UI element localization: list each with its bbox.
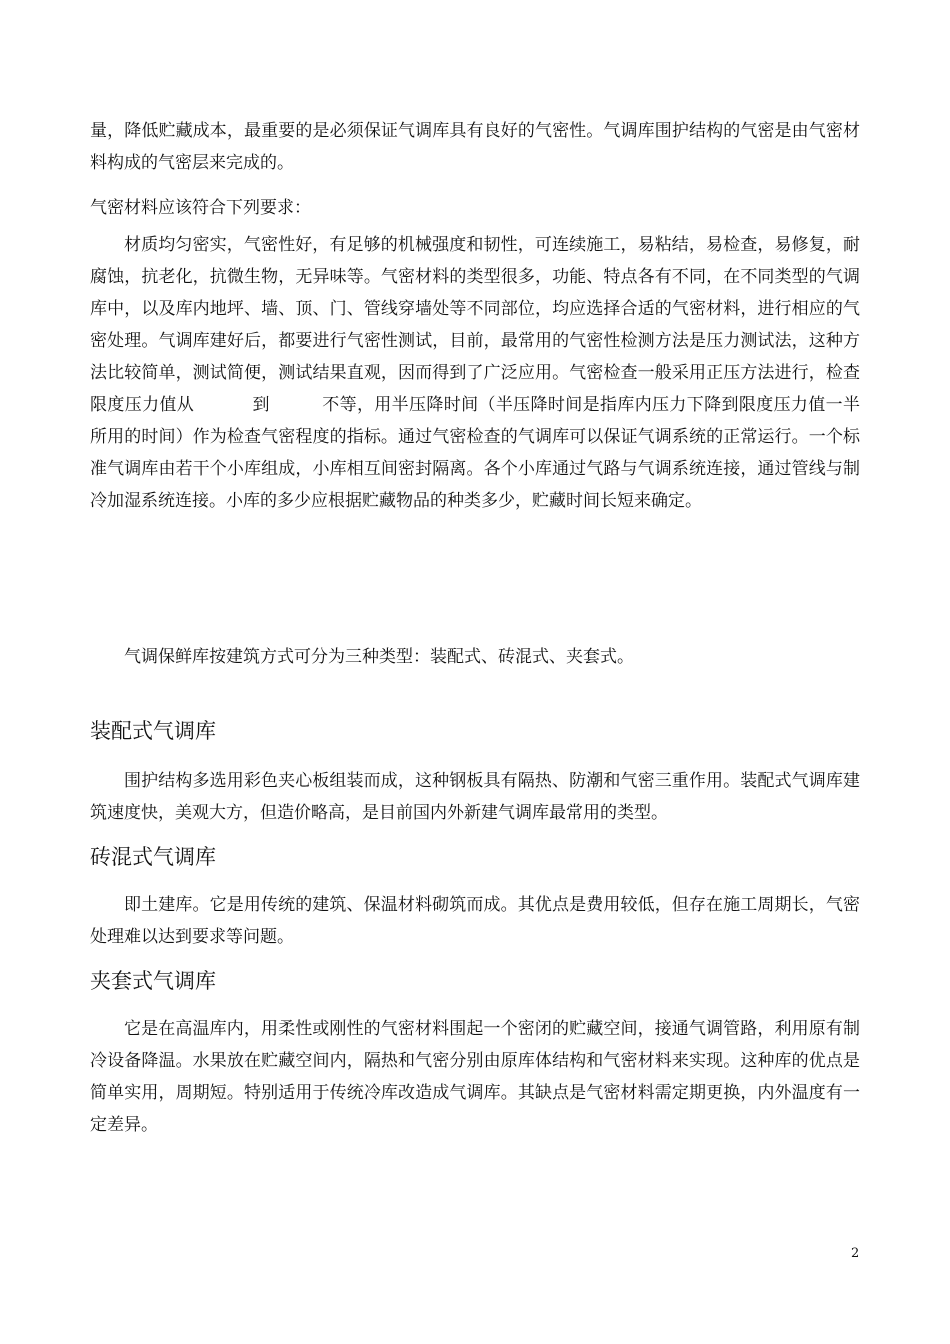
section-heading-jacketed: 夹套式气调库: [90, 969, 216, 993]
paragraph-material-requirements: [90, 229, 860, 517]
paragraph-material-requirements-label: 气密材料应该符合下列要求：: [90, 198, 311, 218]
paragraph-text-part-3: 不等，用半压降时间（半压降时间是指库内压力下降到限度压力值一半所用的时间）作为检查气密程度的指标。通过气密检查的气调库可以保证气调系统的正常运行。一个标准气调库由若干个小库组成，小库相互间密封隔离。各个小库通过气路与气调系统连接，通过管线与制冷加湿系统连接。小库的多少应根据贮藏物品的种类多少，贮藏时间长短来确定。: [90, 395, 861, 511]
paragraph-text-part-2: 到: [252, 395, 270, 415]
page-number: 2: [851, 1246, 860, 1261]
section-body-assembled: 围护结构多选用彩色夹心板组装而成，这种钢板具有隔热、防潮和气密三重作用。装配式气调库建筑速度快，美观大方，但造价略高，是目前国内外新建气调库最常用的类型。: [90, 771, 860, 823]
section-heading-brick: 砖混式气调库: [90, 845, 216, 869]
paragraph-text-part-1: 材质均匀密实，气密性好，有足够的机械强度和韧性，可连续施工，易粘结，易检查，易修复，耐腐蚀，抗老化，抗微生物，无异味等。气密材料的类型很多，功能、特点各有不同，在不同类型的气调库中，以及库内地坪、墙、顶、门、管线穿墙处等不同部位，均应选择合适的气密材料，进行相应的气密处理。气调库建好后，都要进行气密性测试，目前，最常用的气密性检测方法是压力测试法，这种方法比较简单，测试简便，测试结果直观，因而得到了广泛应用。气密检查一般采用正压方法进行，检查限度压力值从: [90, 235, 860, 415]
paragraph-building-types: 气调保鲜库按建筑方式可分为三种类型：装配式、砖混式、夹套式。: [124, 647, 634, 667]
section-body-brick: 即土建库。它是用传统的建筑、保温材料砌筑而成。其优点是费用较低，但存在施工周期长，气密处理难以达到要求等问题。: [90, 895, 860, 947]
section-heading-assembled: 装配式气调库: [90, 719, 216, 743]
section-body-jacketed: 它是在高温库内，用柔性或刚性的气密材料围起一个密闭的贮藏空间，接通气调管路，利用原有制冷设备降温。水果放在贮藏空间内，隔热和气密分别由原库体结构和气密材料来实现。这种库的优点是简单实用，周期短。特别适用于传统冷库改造成气调库。其缺点是气密材料需定期更换，内外温度有一定差异。: [90, 1019, 860, 1135]
paragraph-airtightness-intro: 量，降低贮藏成本，最重要的是必须保证气调库具有良好的气密性。气调库围护结构的气密是由气密材料构成的气密层来完成的。: [90, 121, 860, 173]
